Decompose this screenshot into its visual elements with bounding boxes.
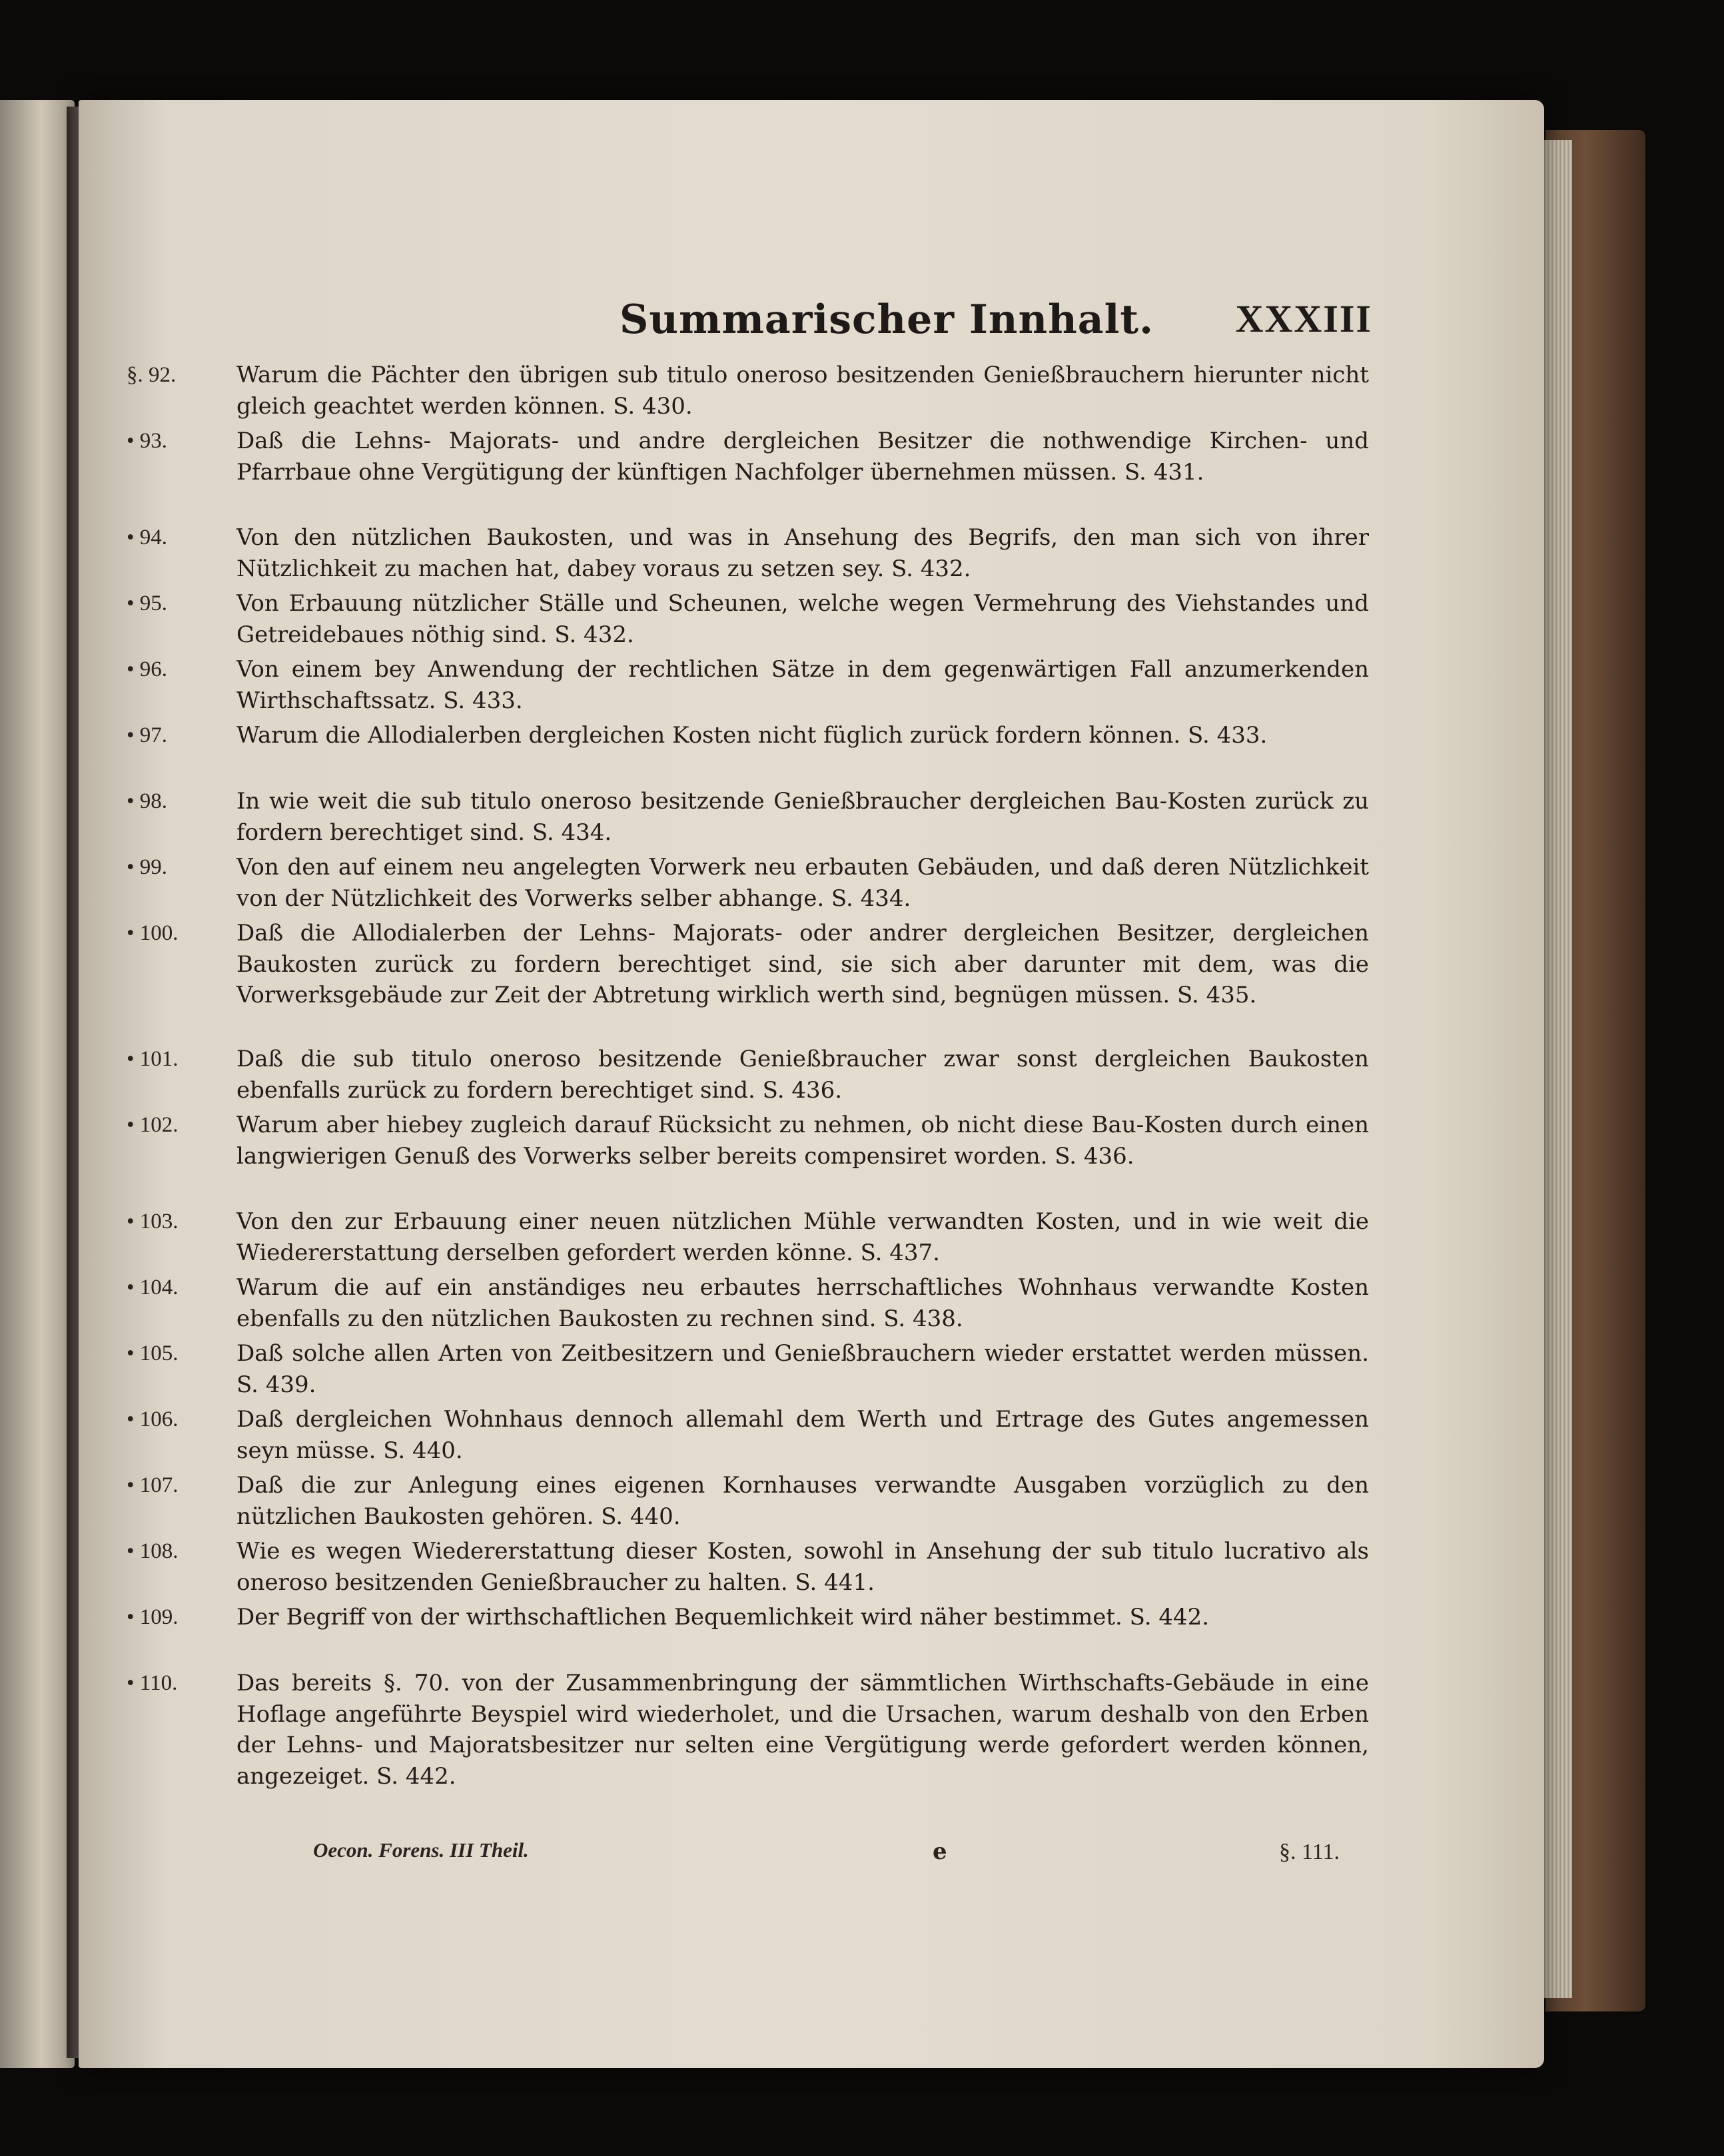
section-summary: Daß die zur Anlegung eines eigenen Kornhauses verwandte Ausgaben vorzüglich zu den nützlichen Baukosten gehören. S. 440.	[236, 1472, 1369, 1530]
list-item	[127, 1206, 1369, 1272]
list-item	[127, 1470, 1369, 1536]
section-number: • 100.	[127, 921, 179, 945]
section-number: • 110.	[127, 1671, 178, 1695]
section-summary: Das bereits §. 70. von der Zusammenbringung der sämmtlichen Wirthschafts-Gebäude in eine Hoflage angeführte Beyspiel wird wiederholet, und die Ursachen, warum deshalb von den Erben der Lehns- und Majoratsbesitzer nur selten eine Vergütigung werde gefordert werden können, angezeiget. S. 442.	[236, 1670, 1369, 1790]
list-item	[127, 1602, 1369, 1668]
section-summary: Von den auf einem neu angelegten Vorwerk neu erbauten Gebäuden, und daß deren Nützlichkeit von der Nützlichkeit des Vorwerks selber abhange. S. 434.	[236, 854, 1369, 912]
list-item	[127, 1338, 1369, 1404]
section-number: • 101.	[127, 1047, 179, 1071]
list-item	[127, 1536, 1369, 1602]
catchword: §. 111.	[1279, 1840, 1340, 1864]
section-number: §. 92.	[127, 363, 177, 387]
list-item	[127, 918, 1369, 1044]
section-number: • 98.	[127, 789, 168, 813]
section-summary: Der Begriff von der wirthschaftlichen Bequemlichkeit wird näher bestimmet. S. 442.	[236, 1604, 1210, 1630]
section-number: • 106.	[127, 1407, 179, 1431]
list-item	[127, 426, 1369, 522]
section-number: • 108.	[127, 1539, 179, 1563]
section-summary: Daß die sub titulo oneroso besitzende Genießbraucher zwar sonst dergleichen Baukosten ebenfalls zurück zu fordern berechtiget sind. S. 436.	[236, 1046, 1369, 1104]
section-number: • 107.	[127, 1473, 179, 1497]
section-summary: Warum die Pächter den übrigen sub titulo oneroso besitzenden Genießbrauchern hierunter nicht gleich geachtet werden können. S. 430.	[236, 362, 1369, 420]
list-item	[127, 720, 1369, 786]
section-summary: Von den zur Erbauung einer neuen nützlichen Mühle verwandten Kosten, und in wie weit die Wiedererstattung derselben gefordert werden könne. S. 437.	[236, 1208, 1369, 1266]
section-summary: Von den nützlichen Baukosten, und was in Ansehung des Begrifs, den man sich von ihrer Nützlichkeit zu machen hat, dabey voraus zu setzen sey. S. 432.	[236, 524, 1369, 582]
list-item	[127, 852, 1369, 918]
running-head	[586, 296, 1372, 356]
running-title: Summarischer Innhalt.	[620, 296, 1154, 343]
list-item	[127, 1404, 1369, 1470]
section-summary: Daß solche allen Arten von Zeitbesitzern und Genießbrauchern wieder erstattet werden müssen. S. 439.	[236, 1340, 1369, 1398]
section-summary: Von einem bey Anwendung der rechtlichen Sätze in dem gegenwärtigen Fall anzumerkenden Wirthschaftssatz. S. 433.	[236, 656, 1369, 714]
list-item	[127, 1668, 1369, 1794]
left-page-edge	[0, 100, 75, 2068]
list-item	[127, 588, 1369, 654]
list-item	[127, 1044, 1369, 1110]
list-item	[127, 360, 1369, 426]
list-item	[127, 654, 1369, 720]
section-number: • 109.	[127, 1605, 179, 1629]
page-number: XXXIII	[1235, 297, 1372, 340]
section-summary: Wie es wegen Wiedererstattung dieser Kosten, sowohl in Ansehung der sub titulo lucrativo als oneroso besitzenden Genießbraucher zu halten. S. 441.	[236, 1538, 1369, 1596]
section-number: • 96.	[127, 657, 168, 681]
section-number: • 99.	[127, 855, 168, 879]
section-summary: Warum aber hiebey zugleich darauf Rücksicht zu nehmen, ob nicht diese Bau-Kosten durch einen langwierigen Genuß des Vorwerks selber bereits compensiret worden. S. 436.	[236, 1112, 1369, 1170]
section-number: • 95.	[127, 591, 168, 615]
section-number: • 93.	[127, 429, 168, 453]
section-summary: Warum die auf ein anständiges neu erbautes herrschaftliches Wohnhaus verwandte Kosten ebenfalls zu den nützlichen Baukosten zu rechnen sind. S. 438.	[236, 1274, 1369, 1332]
section-summary: Daß die Lehns- Majorats- und andre dergleichen Besitzer die nothwendige Kirchen- und Pfarrbaue ohne Vergütigung der künftigen Nachfolger übernehmen müssen. S. 431.	[236, 428, 1369, 486]
section-number: • 105.	[127, 1341, 179, 1365]
list-item	[127, 1272, 1369, 1338]
section-summary: Von Erbauung nützlicher Ställe und Scheunen, welche wegen Vermehrung des Viehstandes und Getreidebaues nöthig sind. S. 432.	[236, 590, 1369, 648]
section-summary: In wie weit die sub titulo oneroso besitzende Genießbraucher dergleichen Bau-Kosten zurück zu fordern berechtiget sind. S. 434.	[236, 788, 1369, 846]
section-summary: Daß die Allodialerben der Lehns- Majorats- oder andrer dergleichen Besitzer, dergleichen Baukosten zurück zu fordern berechtiget sind, sie sich aber darunter mit dem, was die Vorwerksgebäude zur Zeit der Abtretung wirklich werth sind, begnügen müssen. S. 435.	[236, 920, 1369, 1008]
section-number: • 97.	[127, 723, 168, 747]
contents-list	[127, 360, 1369, 1794]
section-number: • 104.	[127, 1275, 179, 1299]
list-item	[127, 1110, 1369, 1206]
section-summary: Daß dergleichen Wohnhaus dennoch allemahl dem Werth und Ertrage des Gutes angemessen seyn müsse. S. 440.	[236, 1406, 1369, 1464]
section-number: • 103.	[127, 1210, 179, 1234]
signature-line: Oecon. Forens. III Theil.	[313, 1838, 529, 1862]
section-summary: Warum die Allodialerben dergleichen Kosten nicht füglich zurück fordern können. S. 433.	[236, 722, 1268, 749]
list-item	[127, 786, 1369, 852]
signature-mark: e	[933, 1838, 947, 1865]
section-number: • 102.	[127, 1113, 179, 1137]
section-number: • 94.	[127, 526, 168, 549]
list-item	[127, 522, 1369, 588]
